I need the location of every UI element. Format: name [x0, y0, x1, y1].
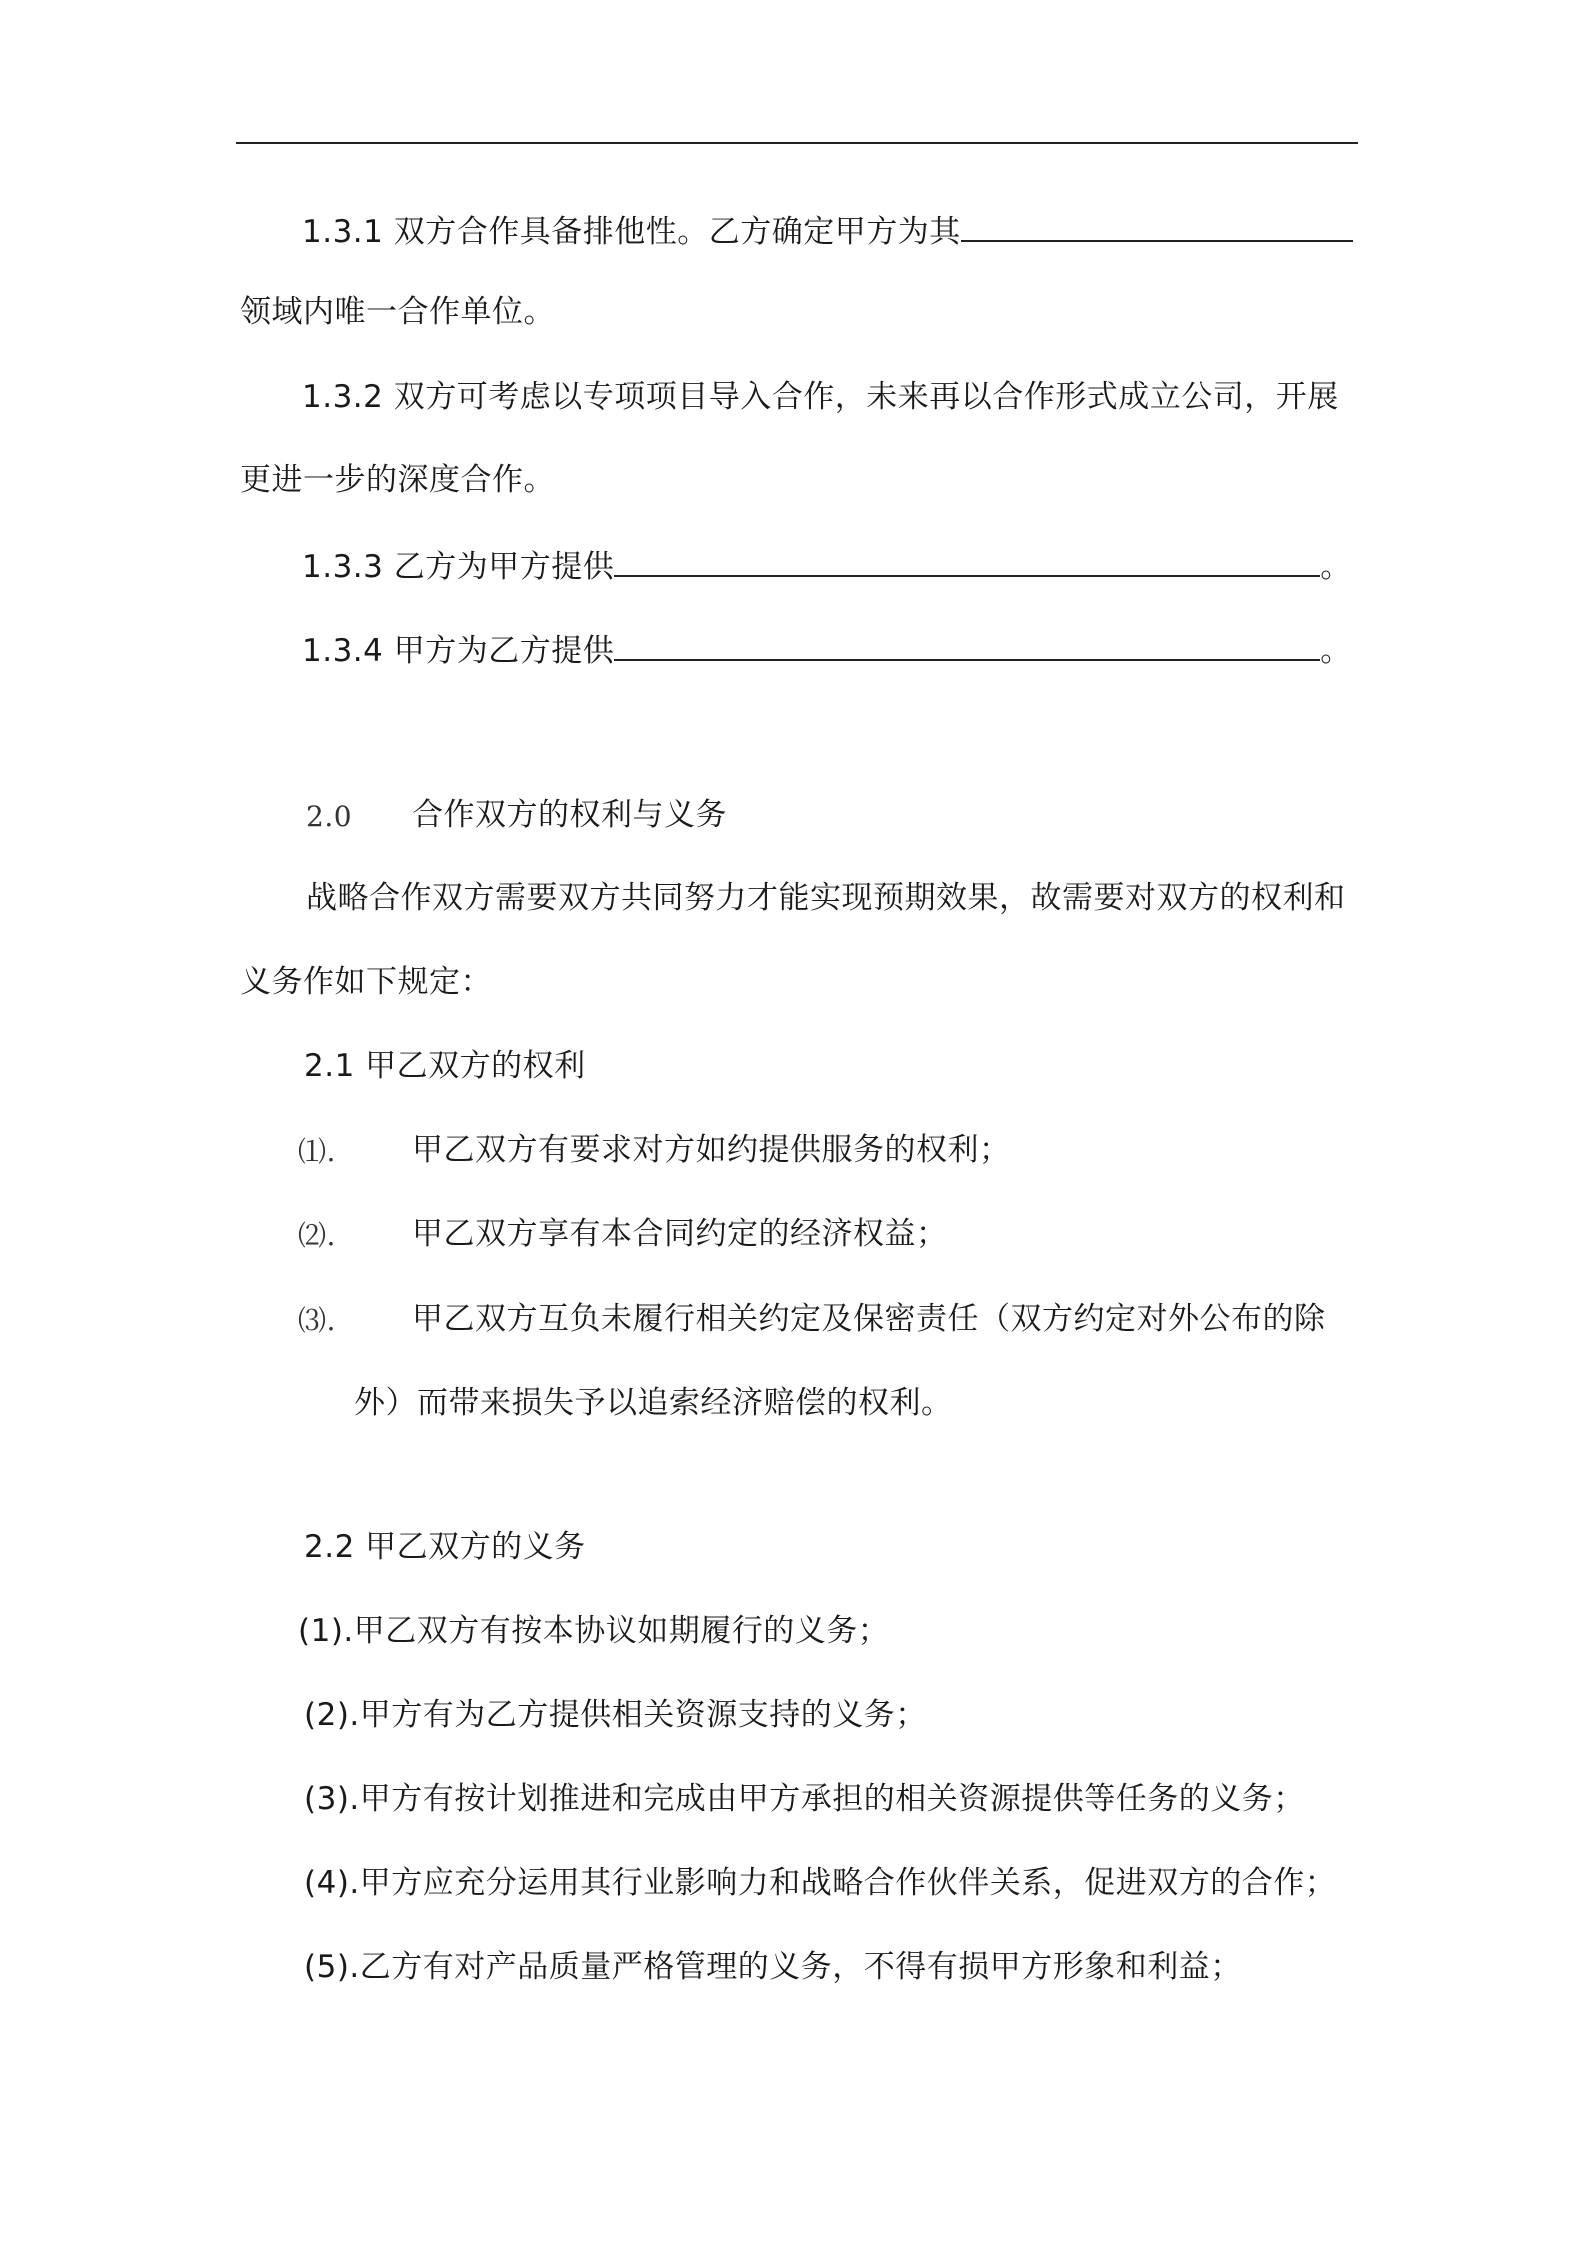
clause-1-3-4-text: 1.3.4 甲方为乙方提供	[302, 633, 615, 669]
rights-item-1-number: ⑴.	[298, 1135, 336, 1168]
rights-item-3-continuation: 外）而带来损失予以追索经济赔偿的权利。	[354, 1385, 953, 1421]
header-rule	[236, 142, 1358, 144]
duty-item-5: (5).乙方有对产品质量严格管理的义务，不得有损甲方形象和利益；	[304, 1949, 1242, 1985]
clause-1-3-1	[302, 210, 1353, 252]
duty-item-1: (1).甲乙双方有按本协议如期履行的义务；	[298, 1613, 890, 1649]
duty-item-3: (3).甲方有按计划推进和完成由甲方承担的相关资源提供等任务的义务；	[304, 1781, 1305, 1817]
duty-item-2: (2).甲方有为乙方提供相关资源支持的义务；	[304, 1697, 927, 1733]
section-2-intro-line1: 战略合作双方需要双方共同努力才能实现预期效果，故需要对双方的权利和	[306, 880, 1346, 916]
rights-item-2-number: ⑵.	[298, 1219, 336, 1252]
section-2-title: 合作双方的权利与义务	[412, 797, 727, 833]
clause-1-3-2: 1.3.2 双方可考虑以专项项目导入合作，未来再以合作形式成立公司，开展	[302, 379, 1339, 415]
rights-item-3-number: ⑶.	[298, 1304, 336, 1337]
section-2-1-heading: 2.1 甲乙双方的权利	[304, 1048, 586, 1084]
section-2-intro-line2: 义务作如下规定：	[240, 964, 492, 1000]
fill-in-blank	[614, 629, 1320, 661]
rights-item-3-text: 甲乙双方互负未履行相关约定及保密责任（双方约定对外公布的除	[412, 1301, 1326, 1337]
clause-1-3-1-continuation: 领域内唯一合作单位。	[240, 294, 555, 330]
section-2-number: 2.0	[306, 800, 353, 833]
clause-1-3-4	[302, 629, 1352, 671]
clause-1-3-3-end: 。	[1320, 549, 1352, 585]
fill-in-blank	[614, 545, 1320, 577]
clause-1-3-3-text: 1.3.3 乙方为甲方提供	[302, 549, 615, 585]
clause-1-3-2-continuation: 更进一步的深度合作。	[240, 462, 555, 498]
duty-item-4: (4).甲方应充分运用其行业影响力和战略合作伙伴关系，促进双方的合作；	[304, 1865, 1337, 1901]
rights-item-1-text: 甲乙双方有要求对方如约提供服务的权利；	[412, 1132, 1011, 1168]
rights-item-2-text: 甲乙双方享有本合同约定的经济权益；	[412, 1216, 948, 1252]
fill-in-blank	[961, 210, 1353, 242]
clause-1-3-1-text: 1.3.1 双方合作具备排他性。乙方确定甲方为其	[302, 214, 961, 250]
clause-1-3-4-end: 。	[1320, 633, 1352, 669]
clause-1-3-3	[302, 545, 1352, 587]
section-2-2-heading: 2.2 甲乙双方的义务	[304, 1529, 586, 1565]
